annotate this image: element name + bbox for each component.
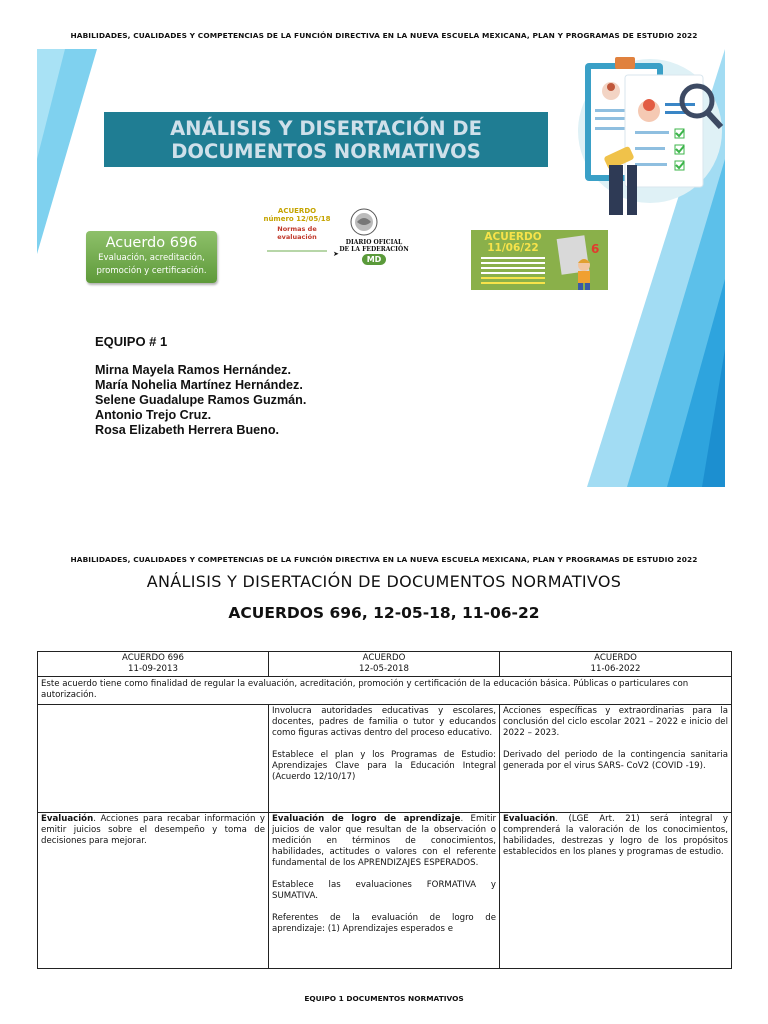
- table-cell: [269, 813, 500, 969]
- column-name: ACUERDO: [362, 653, 406, 663]
- acuerdo-110622-badge: 6: [591, 242, 600, 256]
- column-header: [38, 652, 269, 677]
- page-title: ANÁLISIS Y DISERTACIÓN DE DOCUMENTOS NORMATIVOS: [146, 572, 622, 591]
- term-label: Evaluación: [41, 814, 94, 824]
- table-cell: [269, 705, 500, 813]
- column-date: 11-09-2013: [128, 664, 178, 674]
- cell-paragraph: [503, 814, 728, 858]
- slide-title-line2: DOCUMENTOS NORMATIVOS: [171, 140, 481, 163]
- acuerdo-120518-line4: evaluación: [277, 233, 317, 241]
- team-block: [95, 334, 306, 438]
- acuerdo-696-sub1: Evaluación, acreditación,: [98, 253, 205, 263]
- column-name: ACUERDO: [594, 653, 637, 663]
- acuerdo-120518-line1: ACUERDO: [277, 207, 317, 215]
- acuerdo-696-title: Acuerdo 696: [105, 235, 198, 251]
- cell-paragraph: Establece las evaluaciones FORMATIVA y SUMATIVA.: [272, 880, 496, 901]
- team-member: Rosa Elizabeth Herrera Bueno.: [95, 423, 280, 437]
- table-cell: [38, 813, 269, 969]
- table-row: [38, 677, 732, 705]
- column-header: [269, 652, 500, 677]
- team-title: EQUIPO # 1: [95, 334, 168, 349]
- table-row: [38, 705, 732, 813]
- table-cell: [38, 705, 269, 813]
- fine-print-lines: [481, 257, 545, 284]
- running-header: HABILIDADES, CUALIDADES Y COMPETENCIAS DE LA FUNCIÓN DIRECTIVA EN LA NUEVA ESCUELA MEXICANA, PLAN Y PROGRAMAS DE ESTUDIO 2022: [70, 31, 698, 40]
- acuerdo-696-sub2: promoción y certificación.: [96, 265, 207, 276]
- cell-paragraph: Involucra autoridades educativas y escolares, docentes, padres de familia o tutor y educandos como figuras activas dentro del proceso educativo.: [272, 706, 496, 738]
- column-name: ACUERDO 696: [122, 653, 184, 663]
- slide-title: [104, 112, 548, 167]
- cell-paragraph: Referentes de la evaluación de logro de aprendizaje: (1) Aprendizajes esperados e: [272, 913, 496, 934]
- term-definition: . Emitir juicios de valor que resultan de la observación o medición en términos de conocimientos, habilidades, actitudes o valores con el referente fundamental de los APRENDIZAJES ESPERADOS.: [272, 814, 496, 868]
- column-date: 12-05-2018: [359, 664, 409, 674]
- cell-paragraph: Acciones específicas y extraordinarias para la conclusión del ciclo escolar 2021 – 2022 e inicio del 2022 – 2023.: [503, 706, 728, 738]
- acuerdo-120518-graphic: [262, 207, 412, 265]
- table-row: [38, 813, 732, 969]
- column-date: 11-06-2022: [590, 664, 641, 674]
- team-member: María Nohelia Martínez Hernández.: [95, 378, 303, 392]
- team-member: Antonio Trejo Cruz.: [95, 408, 212, 422]
- acuerdo-696-badge: [86, 231, 217, 283]
- cell-paragraph: [41, 814, 265, 847]
- term-definition: . (LGE Art. 21) será integral y comprenderá la valoración de los conocimientos, habilidades, destrezas y logro de los propósitos establecidos en los planes y programas de estudio.: [503, 814, 728, 857]
- cell-paragraph: [272, 814, 496, 869]
- dof-line1: DIARIO OFICIAL: [345, 239, 403, 246]
- intro-cell: Este acuerdo tiene como finalidad de regular la evaluación, acreditación, promoción y certificación de la educación básica. Públicas o particulares con autorización.: [38, 677, 732, 705]
- slide-title-line1: ANÁLISIS Y DISERTACIÓN DE: [170, 117, 482, 140]
- acuerdo-120518-line3: Normas de: [277, 225, 317, 233]
- term-label: Evaluación de logro de aprendizaje: [272, 814, 461, 824]
- dof-line2: DE LA FEDERACIÓN: [339, 246, 409, 253]
- acuerdo-110622-graphic: [471, 230, 608, 290]
- checklist-illustration: [565, 51, 725, 217]
- cell-paragraph: Establece el plan y los Programas de Estudio: Aprendizajes Clave para la Educación Integral (Acuerdo 12/10/17): [272, 750, 496, 782]
- left-triangle-decoration: [37, 49, 97, 259]
- term-definition: . Acciones para recabar información y emitir juicios sobre el desempeño y toma de decisiones para mejorar.: [41, 814, 265, 846]
- table-cell: [500, 705, 732, 813]
- pointer-icon: ➤: [333, 250, 339, 258]
- comparison-table: [37, 651, 732, 969]
- divider-line: [267, 250, 327, 252]
- cover-slide: [37, 49, 725, 487]
- table-cell: [500, 813, 732, 969]
- page-subtitle: ACUERDOS 696, 12-05-18, 11-06-22: [228, 604, 540, 622]
- child-figure-icon: [569, 256, 599, 290]
- eagle-seal-icon: [347, 207, 381, 237]
- team-member: Mirna Mayela Ramos Hernández.: [95, 363, 291, 377]
- table-header-row: [38, 652, 732, 677]
- running-header: HABILIDADES, CUALIDADES Y COMPETENCIAS DE LA FUNCIÓN DIRECTIVA EN LA NUEVA ESCUELA MEXICANA, PLAN Y PROGRAMAS DE ESTUDIO 2022: [70, 555, 698, 564]
- column-header: [500, 652, 732, 677]
- dof-badge: MD: [362, 254, 386, 265]
- cell-paragraph: Derivado del periodo de la contingencia sanitaria generada por el virus SARS- CoV2 (COVID -19).: [503, 750, 728, 771]
- acuerdo-110622-line2: 11/06/22: [487, 242, 539, 254]
- page-footer: EQUIPO 1 DOCUMENTOS NORMATIVOS: [304, 994, 464, 1003]
- acuerdo-120518-line2: número 12/05/18: [263, 215, 331, 223]
- team-member: Selene Guadalupe Ramos Guzmán.: [95, 393, 307, 407]
- acuerdo-110622-line1: ACUERDO: [484, 231, 542, 243]
- term-label: Evaluación: [503, 814, 556, 824]
